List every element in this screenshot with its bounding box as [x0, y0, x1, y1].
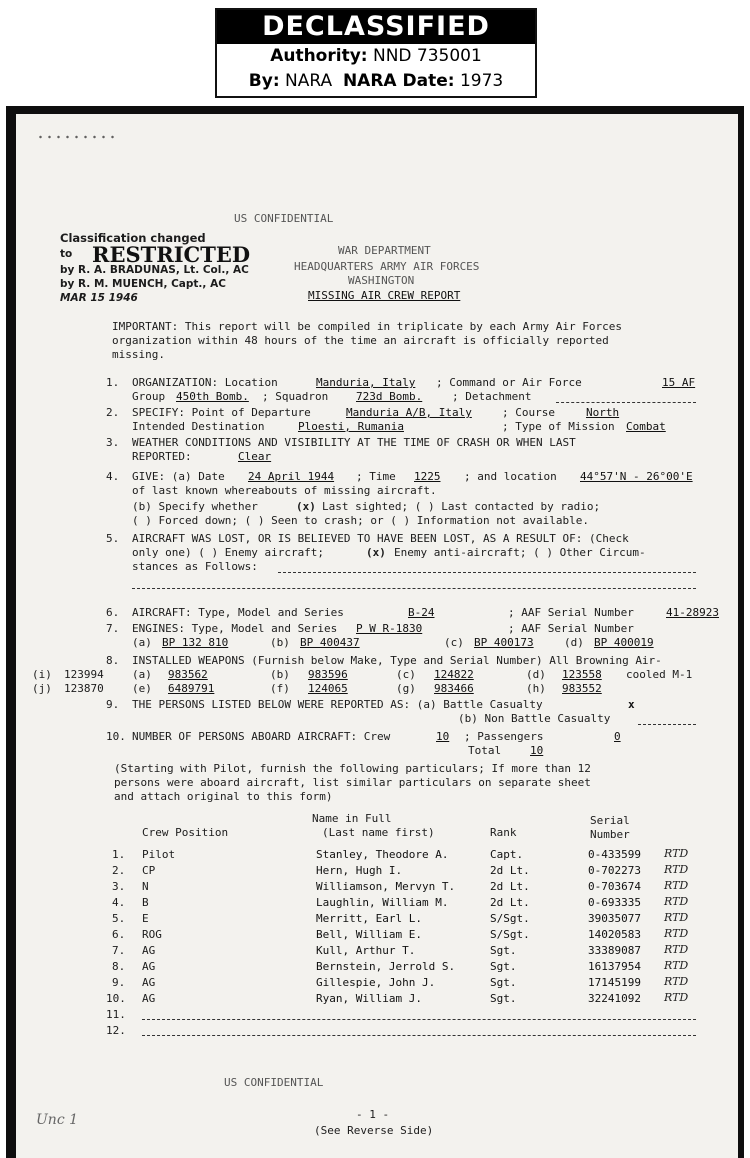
item-2-label: SPECIFY: Point of Departure	[132, 406, 311, 419]
item-10-number: 10.	[106, 730, 126, 743]
crew-rank: 2d Lt.	[490, 880, 530, 893]
crew-rank: Sgt.	[490, 960, 517, 973]
crew-position: N	[142, 880, 149, 893]
row-number: 12.	[106, 1024, 126, 1037]
weapon-h-serial: 983552	[562, 682, 602, 695]
weapon-g-label: (g)	[396, 682, 416, 695]
crew-serial: 33389087	[588, 944, 641, 957]
passengers-label: ; Passengers	[464, 730, 544, 743]
instructions-line-3: and attach original to this form)	[114, 790, 333, 803]
whereabouts-text: of last known whereabouts of missing aircraft.	[132, 484, 437, 497]
item-7-label: ENGINES: Type, Model and Series	[132, 622, 338, 635]
crew-name: Gillespie, John J.	[316, 976, 436, 989]
enemy-anti-aircraft-option: Enemy anti-aircraft; ( ) Other Circum-	[394, 546, 646, 559]
weapon-f-label: (f)	[270, 682, 290, 695]
important-line-2: organization within 48 hours of the time an aircraft is officially reported	[112, 334, 609, 347]
aircraft-serial: 41-28923	[666, 606, 719, 619]
crew-status-note: RTD	[664, 927, 689, 940]
total-label: Total	[468, 744, 502, 757]
crew-name: Kull, Arthur T.	[316, 944, 416, 957]
loss-coordinates: 44°57'N - 26°00'E	[580, 470, 693, 483]
crew-serial: 14020583	[588, 928, 641, 941]
crew-position: AG	[142, 976, 156, 989]
crew-status-note: RTD	[664, 943, 689, 956]
item-6-number: 6.	[106, 606, 120, 619]
row-number: 7.	[112, 944, 126, 957]
engine-serial-label: ; AAF Serial Number	[508, 622, 634, 635]
crew-rank: S/Sgt.	[490, 928, 530, 941]
weapon-j-label: (j)	[32, 682, 52, 695]
crew-rank: 2d Lt.	[490, 896, 530, 909]
instructions-line-2: persons were aboard aircraft, list similar particulars on separate sheet	[114, 776, 591, 789]
intended-destination: Ploesti, Rumania	[298, 420, 404, 433]
weapon-i-serial: 123994	[64, 668, 104, 681]
stamp-by: By: NARA NARA Date: 1973	[248, 71, 504, 91]
air-force: 15 AF	[662, 376, 696, 389]
aircraft-serial-label: ; AAF Serial Number	[508, 606, 634, 619]
important-line-1: IMPORTANT: This report will be compiled in triplicate by each Army Air Forces	[112, 320, 622, 333]
classification-by-2: by R. M. MUENCH, Capt., AC	[60, 278, 226, 290]
item-9-number: 9.	[106, 698, 120, 711]
item-9-label: THE PERSONS LISTED BELOW WERE REPORTED AS: (a) Battle Casualty	[132, 698, 543, 711]
stamp-title: DECLASSIFIED	[217, 10, 535, 44]
stamp-authority: Authority: NND 735001	[270, 46, 482, 66]
battle-casualty-mark: x	[628, 698, 635, 711]
handwritten-note: Unc 1	[36, 1112, 79, 1128]
crew-count: 10	[436, 730, 450, 743]
non-battle-line	[638, 724, 696, 725]
crew-position: B	[142, 896, 149, 909]
item-6-label: AIRCRAFT: Type, Model and Series	[132, 606, 344, 619]
engine-b-serial: BP 400437	[300, 636, 360, 649]
crew-rank: Sgt.	[490, 944, 517, 957]
location-label: ; and location	[464, 470, 557, 483]
squadron-label: ; Squadron	[262, 390, 329, 403]
item-3-label: WEATHER CONDITIONS AND VISIBILITY AT THE TIME OF CRASH OR WHEN LAST	[132, 436, 576, 449]
item-2-number: 2.	[106, 406, 120, 419]
crew-serial: 32241092	[588, 992, 641, 1005]
crew-rank: Sgt.	[490, 992, 517, 1005]
crew-position: E	[142, 912, 149, 925]
passengers-count: 0	[614, 730, 621, 743]
loss-time: 1225	[414, 470, 441, 483]
item-8-label: INSTALLED WEAPONS (Furnish below Make, Type and Serial Number) All Browning Air-	[132, 654, 662, 667]
bottom-classification: US CONFIDENTIAL	[224, 1076, 324, 1089]
crew-status-note: RTD	[664, 863, 689, 876]
crew-name: Bell, William E.	[316, 928, 422, 941]
crew-serial: 0-703674	[588, 880, 641, 893]
see-reverse-side: (See Reverse Side)	[314, 1124, 434, 1137]
crew-serial: 0-433599	[588, 848, 641, 861]
org-location: Manduria, Italy	[316, 376, 416, 389]
crew-status-note: RTD	[664, 847, 689, 860]
crew-name: Laughlin, William M.	[316, 896, 449, 909]
group: 450th Bomb.	[176, 390, 249, 403]
row-number: 9.	[112, 976, 126, 989]
row-number: 4.	[112, 896, 126, 909]
crew-status-note: RTD	[664, 959, 689, 972]
restricted-stamp: RESTRICTED	[92, 242, 251, 267]
item-8-number: 8.	[106, 654, 120, 667]
engine-d-serial: BP 400019	[594, 636, 654, 649]
enemy-anti-aircraft-checkbox: (x)	[366, 546, 386, 559]
weapon-b-label: (b)	[270, 668, 290, 681]
weapon-f-serial: 124065	[308, 682, 348, 695]
crew-serial: 0-693335	[588, 896, 641, 909]
course-label: ; Course	[502, 406, 555, 419]
weapon-e-label: (e)	[132, 682, 152, 695]
time-label: ; Time	[356, 470, 396, 483]
circumstances-line-1	[278, 572, 696, 573]
crew-name: Williamson, Mervyn T.	[316, 880, 456, 893]
crew-status-note: RTD	[664, 911, 689, 924]
loss-date: 24 April 1944	[248, 470, 335, 483]
top-classification: US CONFIDENTIAL	[234, 212, 334, 225]
crew-name: Hern, Hugh I.	[316, 864, 403, 877]
last-name-first-header: (Last name first)	[322, 826, 435, 839]
classification-changed: Classification changed	[60, 231, 206, 245]
crew-name: Ryan, William J.	[316, 992, 422, 1005]
weapon-d-serial: 123558	[562, 668, 602, 681]
item-5-number: 5.	[106, 532, 120, 545]
item-1-number: 1.	[106, 376, 120, 389]
weapon-c-serial: 124822	[434, 668, 474, 681]
weapon-e-serial: 6489791	[168, 682, 215, 695]
classification-date: MAR 15 1946	[60, 292, 138, 304]
classification-by-1: by R. A. BRADUNAS, Lt. Col., AC	[60, 264, 249, 276]
blank-row-line	[142, 1035, 696, 1036]
crew-name: Stanley, Theodore A.	[316, 848, 449, 861]
reported-label: REPORTED:	[132, 450, 192, 463]
engine-d-label: (d)	[564, 636, 584, 649]
row-number: 2.	[112, 864, 126, 877]
crew-position: AG	[142, 960, 156, 973]
crew-serial: 16137954	[588, 960, 641, 973]
crew-rank: Capt.	[490, 848, 524, 861]
weapon-h-label: (h)	[526, 682, 546, 695]
crew-position: AG	[142, 992, 156, 1005]
weapon-i-label: (i)	[32, 668, 52, 681]
specify-whether-label: (b) Specify whether	[132, 500, 258, 513]
weapon-d-label: (d)	[526, 668, 546, 681]
engine-b-label: (b)	[270, 636, 290, 649]
report-title: MISSING AIR CREW REPORT	[308, 289, 461, 302]
declassified-stamp	[215, 8, 537, 98]
crew-serial: 0-702273	[588, 864, 641, 877]
crew-status-note: RTD	[664, 879, 689, 892]
point-of-departure: Manduria A/B, Italy	[346, 406, 472, 419]
weapon-c-label: (c)	[396, 668, 416, 681]
row-number: 6.	[112, 928, 126, 941]
blank-row-line	[142, 1019, 696, 1020]
item-4-number: 4.	[106, 470, 120, 483]
aircraft-model: B-24	[408, 606, 435, 619]
forced-down-options: ( ) Forced down; ( ) Seen to crash; or ( ) Information not available.	[132, 514, 589, 527]
missing-air-crew-report	[16, 114, 738, 1158]
crew-serial: 39035077	[588, 912, 641, 925]
serial-header-2: Number	[590, 828, 630, 841]
crew-rank: 2d Lt.	[490, 864, 530, 877]
total-count: 10	[530, 744, 544, 757]
washington: WASHINGTON	[348, 274, 415, 287]
crew-position: ROG	[142, 928, 162, 941]
command-label: ; Command or Air Force	[436, 376, 582, 389]
crew-status-note: RTD	[664, 895, 689, 908]
important-line-3: missing.	[112, 348, 165, 361]
row-number: 3.	[112, 880, 126, 893]
crew-status-note: RTD	[664, 975, 689, 988]
name-header: Name in Full	[312, 812, 392, 825]
crew-name: Bernstein, Jerrold S.	[316, 960, 456, 973]
row-number: 5.	[112, 912, 126, 925]
rank-header: Rank	[490, 826, 517, 839]
detachment-label: ; Detachment	[452, 390, 532, 403]
hq-army-air-forces: HEADQUARTERS ARMY AIR FORCES	[294, 260, 480, 273]
crew-name: Merritt, Earl L.	[316, 912, 422, 925]
instructions-line-1: (Starting with Pilot, furnish the following particulars; If more than 12	[114, 762, 591, 775]
weather: Clear	[238, 450, 272, 463]
row-number: 8.	[112, 960, 126, 973]
engine-c-serial: BP 400173	[474, 636, 534, 649]
item-1-label: ORGANIZATION: Location	[132, 376, 278, 389]
destination-label: Intended Destination	[132, 420, 265, 433]
item-10-label: NUMBER OF PERSONS ABOARD AIRCRAFT: Crew	[132, 730, 391, 743]
engine-a-serial: BP 132 810	[162, 636, 229, 649]
crew-rank: S/Sgt.	[490, 912, 530, 925]
detachment-line	[556, 402, 696, 403]
crew-position-header: Crew Position	[142, 826, 229, 839]
weapon-cooled: cooled M-1	[626, 668, 693, 681]
crew-position: CP	[142, 864, 156, 877]
scan-specks	[36, 134, 116, 140]
row-number: 10.	[106, 992, 126, 1005]
crew-status-note: RTD	[664, 991, 689, 1004]
weapon-j-serial: 123870	[64, 682, 104, 695]
engine-model: P W R-1830	[356, 622, 423, 635]
row-number: 11.	[106, 1008, 126, 1021]
serial-header-1: Serial	[590, 814, 630, 827]
mission-type-label: ; Type of Mission	[502, 420, 615, 433]
circumstances-label: stances as Follows:	[132, 560, 258, 573]
last-sighted-options: Last sighted; ( ) Last contacted by radio;	[322, 500, 601, 513]
weapon-a-serial: 983562	[168, 668, 208, 681]
weapon-b-serial: 983596	[308, 668, 348, 681]
non-battle-casualty-label: (b) Non Battle Casualty	[458, 712, 611, 725]
crew-position: Pilot	[142, 848, 176, 861]
weapon-a-label: (a)	[132, 668, 152, 681]
engine-c-label: (c)	[444, 636, 464, 649]
group-label: Group	[132, 390, 166, 403]
weapon-g-serial: 983466	[434, 682, 474, 695]
crew-position: AG	[142, 944, 156, 957]
classification-to: to	[60, 248, 73, 260]
course: North	[586, 406, 620, 419]
squadron: 723d Bomb.	[356, 390, 423, 403]
circumstances-line-2	[132, 588, 696, 589]
item-4-date-label: GIVE: (a) Date	[132, 470, 225, 483]
enemy-aircraft-option: only one) ( ) Enemy aircraft;	[132, 546, 325, 559]
mission-type: Combat	[626, 420, 666, 433]
item-3-number: 3.	[106, 436, 120, 449]
item-5-label: AIRCRAFT WAS LOST, OR IS BELIEVED TO HAVE BEEN LOST, AS A RESULT OF: (Check	[132, 532, 629, 545]
scanned-page-frame	[6, 106, 744, 1158]
item-7-number: 7.	[106, 622, 120, 635]
last-sighted-checkbox: (x)	[296, 500, 316, 513]
row-number: 1.	[112, 848, 126, 861]
engine-a-label: (a)	[132, 636, 152, 649]
crew-serial: 17145199	[588, 976, 641, 989]
page-number: - 1 -	[356, 1108, 390, 1121]
crew-rank: Sgt.	[490, 976, 517, 989]
war-department: WAR DEPARTMENT	[338, 244, 431, 257]
